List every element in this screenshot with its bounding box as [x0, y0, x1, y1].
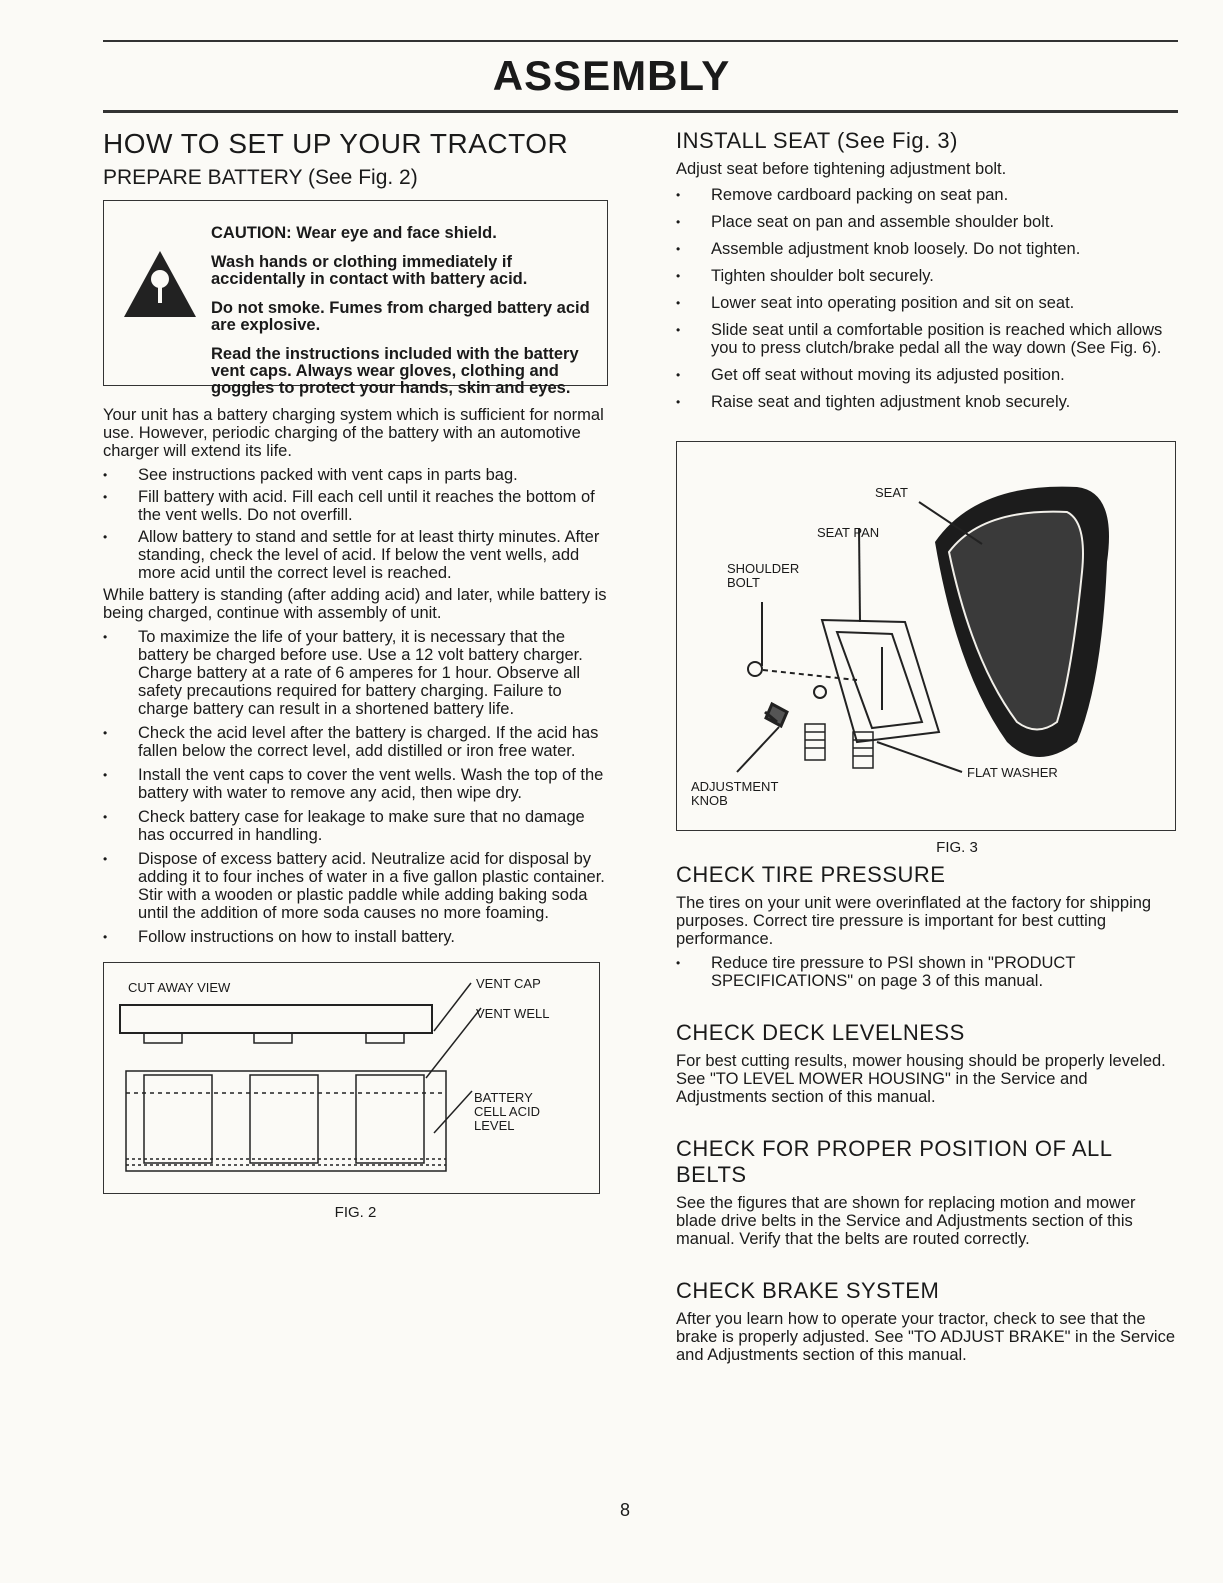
belts-heading: CHECK FOR PROPER POSITION OF ALL BELTS [676, 1136, 1112, 1187]
list-item: • Dispose of excess battery acid. Neutralize acid for disposal by adding it to four inches of water in a five gallon plastic container. Stir with a wooden or plastic paddle while adding baking soda until the addition of more soda causes no more foaming. [103, 850, 608, 922]
list-item: • Place seat on pan and assemble shoulder bolt. [676, 213, 1178, 231]
battery-intro: Your unit has a battery charging system which is sufficient for normal use. However, periodic charging of the battery with an automotive charger will extend its life. [103, 406, 604, 460]
battery-acid-level-label: BATTERY CELL ACID LEVEL [474, 1090, 540, 1133]
list-item: • Tighten shoulder bolt securely. [676, 267, 1178, 285]
list-item: • Check battery case for leakage to make sure that no damage has occurred in handling. [103, 808, 608, 844]
caution-line: Read the instructions included with the battery vent caps. Always wear gloves, clothing and goggles to protect your hands, skin and eyes. [211, 345, 579, 397]
left-column [103, 128, 608, 1221]
install-seat-intro: Adjust seat before tightening adjustment bolt. [676, 160, 1007, 178]
adjustment-knob-label: ADJUSTMENT KNOB [691, 779, 779, 808]
main-heading: HOW TO SET UP YOUR TRACTOR [103, 128, 569, 159]
list-item: • Check the acid level after the battery is charged. If the acid has fallen below the correct level, add distilled or iron free water. [103, 724, 608, 760]
list-item: • Raise seat and tighten adjustment knob securely. [676, 393, 1178, 411]
tire-pressure-text: The tires on your unit were overinflated at the factory for shipping purposes. Correct tire pressure is important for best cutting performance. [676, 894, 1152, 948]
list-item: • Assemble adjustment knob loosely. Do not tighten. [676, 240, 1178, 258]
list-item: • Slide seat until a comfortable position is reached which allows you to press clutch/brake pedal all the way down (See Fig. 6). [676, 321, 1178, 357]
tire-pressure-heading: CHECK TIRE PRESSURE [676, 862, 946, 887]
fig2-caption: FIG. 2 [334, 1204, 377, 1221]
while-text: While battery is standing (after adding acid) and later, while battery is being charged, continue with assembly of unit. [103, 586, 607, 622]
list-item: • Follow instructions on how to install battery. [103, 928, 608, 946]
brake-system-heading: CHECK BRAKE SYSTEM [676, 1278, 940, 1303]
seat-label: SEAT [875, 485, 908, 500]
prepare-battery-heading: PREPARE BATTERY (See Fig. 2) [103, 166, 418, 189]
cut-away-label: CUT AWAY VIEW [128, 980, 231, 995]
list-item: • Fill battery with acid. Fill each cell until it reaches the bottom of the vent wells. Do not overfill. [103, 488, 608, 524]
install-seat-steps [676, 186, 1178, 411]
deck-levelness-heading: CHECK DECK LEVELNESS [676, 1020, 965, 1045]
tire-pressure-steps [676, 954, 1178, 990]
vent-well-label: VENT WELL [476, 1006, 550, 1021]
list-item: • See instructions packed with vent caps in parts bag. [103, 466, 608, 484]
page-number: 8 [620, 1500, 631, 1520]
fig2-battery-diagram [103, 962, 600, 1194]
seat-assembly-drawing [677, 442, 1175, 830]
list-item: • Reduce tire pressure to PSI shown in "PRODUCT SPECIFICATIONS" on page 3 of this manual. [676, 954, 1178, 990]
battery-steps-2 [103, 628, 608, 946]
list-item: • To maximize the life of your battery, it is necessary that the battery be charged before use. Use a 12 volt battery charger. Charge battery at a rate of 6 amperes for 1 hour. Observe all safety precautions required for battery charging. Failure to charge battery can result in a shortened battery life. [103, 628, 608, 718]
flat-washer-label: FLAT WASHER [967, 765, 1058, 780]
title-rule [103, 110, 1178, 113]
deck-levelness-text: For best cutting results, mower housing should be properly leveled. See "TO LEVEL MOWER HOUSING" in the Service and Adjustments section of this manual. [676, 1052, 1166, 1106]
fig3-seat-diagram [676, 441, 1176, 831]
battery-cutaway-drawing [104, 963, 599, 1193]
caution-line: CAUTION: Wear eye and face shield. [211, 224, 497, 242]
caution-line: Do not smoke. Fumes from charged battery acid are explosive. [211, 299, 590, 334]
caution-text [211, 225, 596, 409]
list-item: • Remove cardboard packing on seat pan. [676, 186, 1178, 204]
right-column [676, 128, 1178, 1364]
caution-box [103, 200, 608, 397]
brake-system-text: After you learn how to operate your tractor, check to see that the brake is properly adjusted. See "TO ADJUST BRAKE" in the Service and Adjustments section of this manual. [676, 1310, 1175, 1364]
belts-text: See the figures that are shown for replacing motion and mower blade drive belts in the Service and Adjustments section of this manual. Verify that the belts are routed correctly. [676, 1194, 1136, 1248]
list-item: • Get off seat without moving its adjusted position. [676, 366, 1178, 384]
warning-triangle-icon [122, 249, 198, 319]
list-item: • Install the vent caps to cover the vent wells. Wash the top of the battery with water to remove any acid, then wipe dry. [103, 766, 608, 802]
list-item: • Allow battery to stand and settle for at least thirty minutes. After standing, check the level of acid. If below the vent wells, add more acid until the correct level is reached. [103, 528, 608, 582]
shoulder-bolt-label: SHOULDER BOLT [727, 561, 800, 590]
list-item: • Lower seat into operating position and sit on seat. [676, 294, 1178, 312]
caution-line: Wash hands or clothing immediately if accidentally in contact with battery acid. [211, 253, 528, 288]
fig3-caption: FIG. 3 [936, 839, 978, 856]
battery-steps-1 [103, 466, 608, 582]
install-seat-heading: INSTALL SEAT (See Fig. 3) [676, 128, 958, 153]
seat-pan-label: SEAT PAN [817, 525, 880, 540]
page-title: ASSEMBLY [492, 52, 731, 99]
vent-cap-label: VENT CAP [476, 976, 541, 991]
top-rule [103, 40, 1178, 42]
